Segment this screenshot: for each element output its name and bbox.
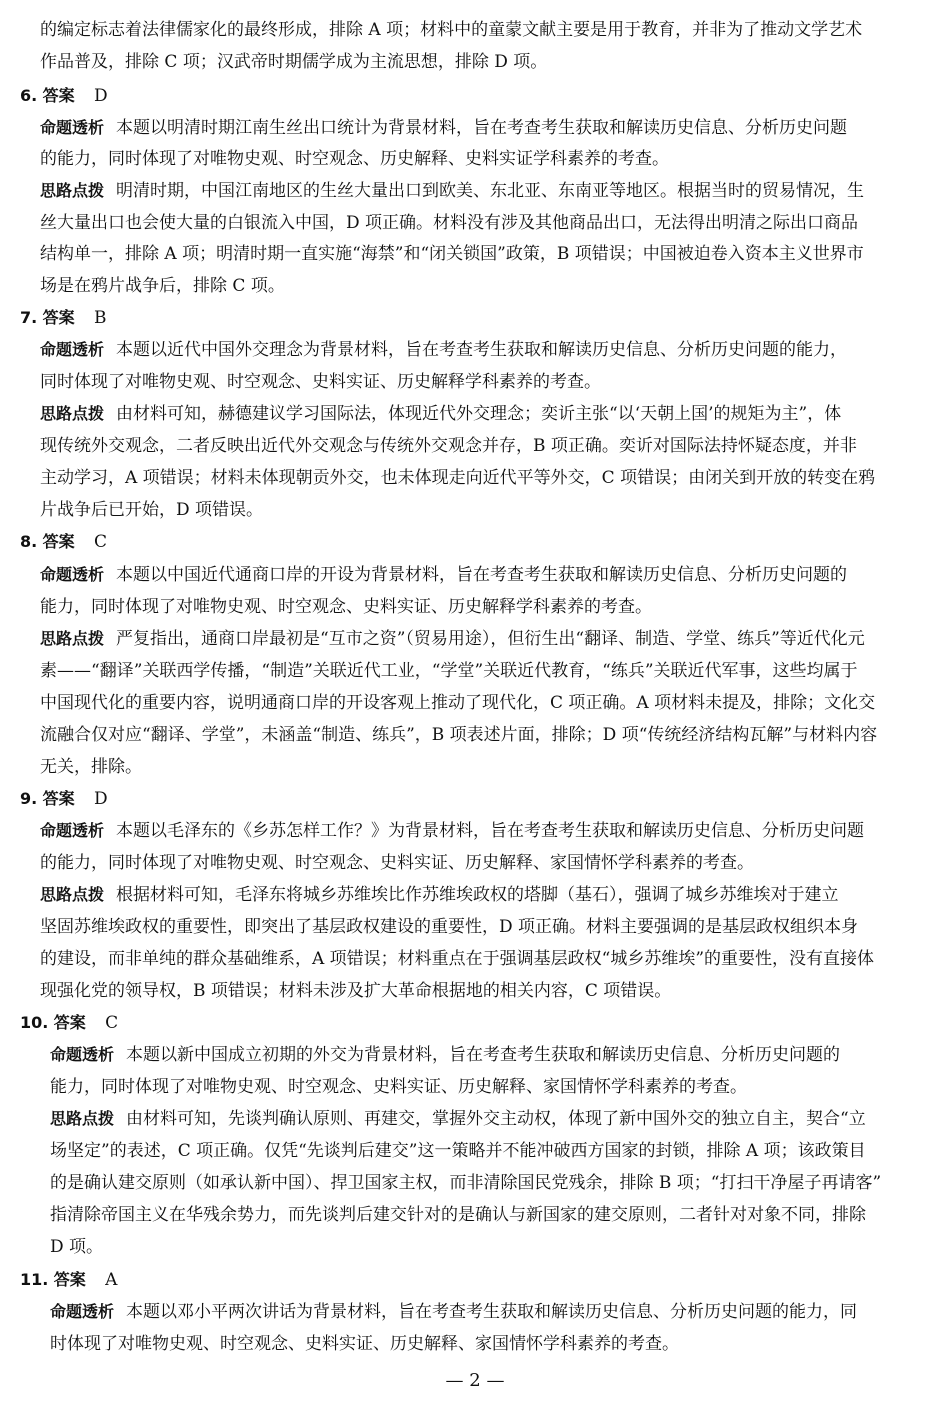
answer-value: B	[94, 308, 107, 328]
hint-line: 场坚定”的表述，C 项正确。仅凭“先谈判后建交”这一策略并不能冲破西方国家的封锁，排除 A 项；该政策目	[50, 1141, 866, 1161]
hint-label: 思路点拨	[40, 181, 105, 200]
answer-value: C	[105, 1013, 119, 1033]
intent-line: 命题透析 本题以明清时期江南生丝出口统计为背景材料，旨在考查考生获取和解读历史信息、分析历史问题	[40, 118, 848, 138]
question-11-header	[20, 1270, 117, 1290]
intent-line: 的能力，同时体现了对唯物史观、时空观念、历史解释、史料实证学科素养的考查。	[40, 149, 669, 169]
question-number: 9.	[20, 789, 38, 808]
hint-line: 的建设，而非单纯的群众基础维系，A 项错误；材料重点在于强调基层政权“城乡苏维埃”的重要性，没有直接体	[40, 949, 875, 969]
answer-label: 答案	[42, 532, 75, 551]
intent-line: 命题透析 本题以邓小平两次讲话为背景材料，旨在考查考生获取和解读历史信息、分析历史问题的能力，同	[50, 1302, 858, 1322]
intent-label: 命题透析	[40, 340, 105, 359]
hint-line: 思路点拨 明清时期，中国江南地区的生丝大量出口到欧美、东北亚、东南亚等地区。根据当时的贸易情况，生	[40, 181, 865, 201]
intent-label: 命题透析	[40, 118, 105, 137]
hint-label: 思路点拨	[40, 885, 105, 904]
intent-label: 命题透析	[40, 821, 105, 840]
hint-label: 思路点拨	[50, 1109, 115, 1128]
hint-line: 思路点拨 由材料可知，先谈判确认原则、再建交，掌握外交主动权，体现了新中国外交的独立自主，契合“立	[50, 1109, 866, 1129]
hint-line: 思路点拨 严复指出，通商口岸最初是“互市之资”（贸易用途），但衍生出“翻译、制造、学堂、练兵”等近代化元	[40, 629, 865, 649]
intent-line: 的能力，同时体现了对唯物史观、时空观念、史料实证、历史解释、家国情怀学科素养的考查。	[40, 853, 754, 873]
hint-line: 无关，排除。	[40, 757, 142, 777]
intent-line: 命题透析 本题以新中国成立初期的外交为背景材料，旨在考查考生获取和解读历史信息、分析历史问题的	[50, 1045, 841, 1065]
hint-label: 思路点拨	[40, 404, 105, 423]
hint-line: 主动学习，A 项错误；材料未体现朝贡外交，也未体现走向近代平等外交，C 项错误；由闭关到开放的转变在鸦	[40, 468, 876, 488]
hint-line: 的是确认建交原则（如承认新中国）、捍卫国家主权，而非清除国民党残余，排除 B 项；“打扫干净屋子再请客”	[50, 1173, 882, 1193]
question-number: 10.	[20, 1013, 49, 1032]
answer-value: D	[94, 86, 108, 106]
hint-line: 素——“翻译”关联西学传播，“制造”关联近代工业，“学堂”关联近代教育，“练兵”关联近代军事，这些均属于	[40, 661, 858, 681]
page-number: — 2 —	[445, 1370, 505, 1391]
hint-line: 思路点拨 根据材料可知，毛泽东将城乡苏维埃比作苏维埃政权的塔脚（基石），强调了城乡苏维埃对于建立	[40, 885, 839, 905]
question-number: 11.	[20, 1270, 49, 1289]
question-9-header	[20, 789, 108, 809]
question-7-header	[20, 308, 107, 328]
question-number: 6.	[20, 86, 38, 105]
intent-line: 命题透析 本题以中国近代通商口岸的开设为背景材料，旨在考查考生获取和解读历史信息、分析历史问题的	[40, 565, 848, 585]
hint-line: 结构单一，排除 A 项；明清时期一直实施“海禁”和“闭关锁国”政策，B 项错误；中国被迫卷入资本主义世界市	[40, 244, 864, 264]
intent-line: 能力，同时体现了对唯物史观、时空观念、史料实证、历史解释学科素养的考查。	[40, 597, 652, 617]
intent-label: 命题透析	[50, 1045, 115, 1064]
hint-line: D 项。	[50, 1237, 104, 1257]
hint-line: 中国现代化的重要内容，说明通商口岸的开设客观上推动了现代化，C 项正确。A 项材料未提及，排除；文化交	[40, 693, 876, 713]
answer-value: A	[105, 1270, 118, 1290]
question-10-header	[20, 1013, 118, 1033]
intent-line: 命题透析 本题以近代中国外交理念为背景材料，旨在考查考生获取和解读历史信息、分析历史问题的能力，	[40, 340, 848, 360]
answer-value: C	[94, 532, 108, 552]
answer-value: D	[94, 789, 108, 809]
answer-label: 答案	[42, 86, 75, 105]
question-6-header	[20, 86, 108, 106]
answer-label: 答案	[42, 789, 75, 808]
question-number: 8.	[20, 532, 38, 551]
hint-line: 现传统外交观念，二者反映出近代外交观念与传统外交观念并存，B 项正确。奕䜣对国际法持怀疑态度，并非	[40, 436, 857, 456]
hint-line: 现强化党的领导权，B 项错误；材料未涉及扩大革命根据地的相关内容，C 项错误。	[40, 981, 672, 1001]
hint-line: 流融合仅对应“翻译、学堂”，未涵盖“制造、练兵”，B 项表述片面，排除；D 项“传统经济结构瓦解”与材料内容	[40, 725, 878, 745]
answer-label: 答案	[42, 308, 75, 327]
intent-label: 命题透析	[40, 565, 105, 584]
question-number: 7.	[20, 308, 38, 327]
intent-line: 时体现了对唯物史观、时空观念、史料实证、历史解释、家国情怀学科素养的考查。	[50, 1334, 679, 1354]
answer-label: 答案	[53, 1013, 86, 1032]
hint-line: 片战争后已开始，D 项错误。	[40, 500, 264, 520]
intent-line: 命题透析 本题以毛泽东的《乡苏怎样工作？》为背景材料，旨在考查考生获取和解读历史信息、分析历史问题	[40, 821, 865, 841]
intro-line: 的编定标志着法律儒家化的最终形成，排除 A 项；材料中的童蒙文献主要是用于教育，并非为了推动文学艺术	[40, 20, 863, 40]
intent-label: 命题透析	[50, 1302, 115, 1321]
hint-line: 丝大量出口也会使大量的白银流入中国，D 项正确。材料没有涉及其他商品出口，无法得出明清之际出口商品	[40, 213, 859, 233]
hint-line: 指清除帝国主义在华残余势力，而先谈判后建交针对的是确认与新国家的建交原则，二者针对对象不同，排除	[50, 1205, 866, 1225]
intro-line: 作品普及，排除 C 项；汉武帝时期儒学成为主流思想，排除 D 项。	[40, 52, 548, 72]
intent-line: 同时体现了对唯物史观、时空观念、史料实证、历史解释学科素养的考查。	[40, 372, 601, 392]
intent-line: 能力，同时体现了对唯物史观、时空观念、史料实证、历史解释、家国情怀学科素养的考查。	[50, 1077, 747, 1097]
answer-label: 答案	[53, 1270, 86, 1289]
hint-label: 思路点拨	[40, 629, 105, 648]
hint-line: 思路点拨 由材料可知，赫德建议学习国际法，体现近代外交理念；奕䜣主张“以‘天朝上国’的规矩为主”，体	[40, 404, 842, 424]
hint-line: 场是在鸦片战争后，排除 C 项。	[40, 276, 285, 296]
hint-line: 坚固苏维埃政权的重要性，即突出了基层政权建设的重要性，D 项正确。材料主要强调的是基层政权组织本身	[40, 917, 859, 937]
question-8-header	[20, 532, 107, 552]
